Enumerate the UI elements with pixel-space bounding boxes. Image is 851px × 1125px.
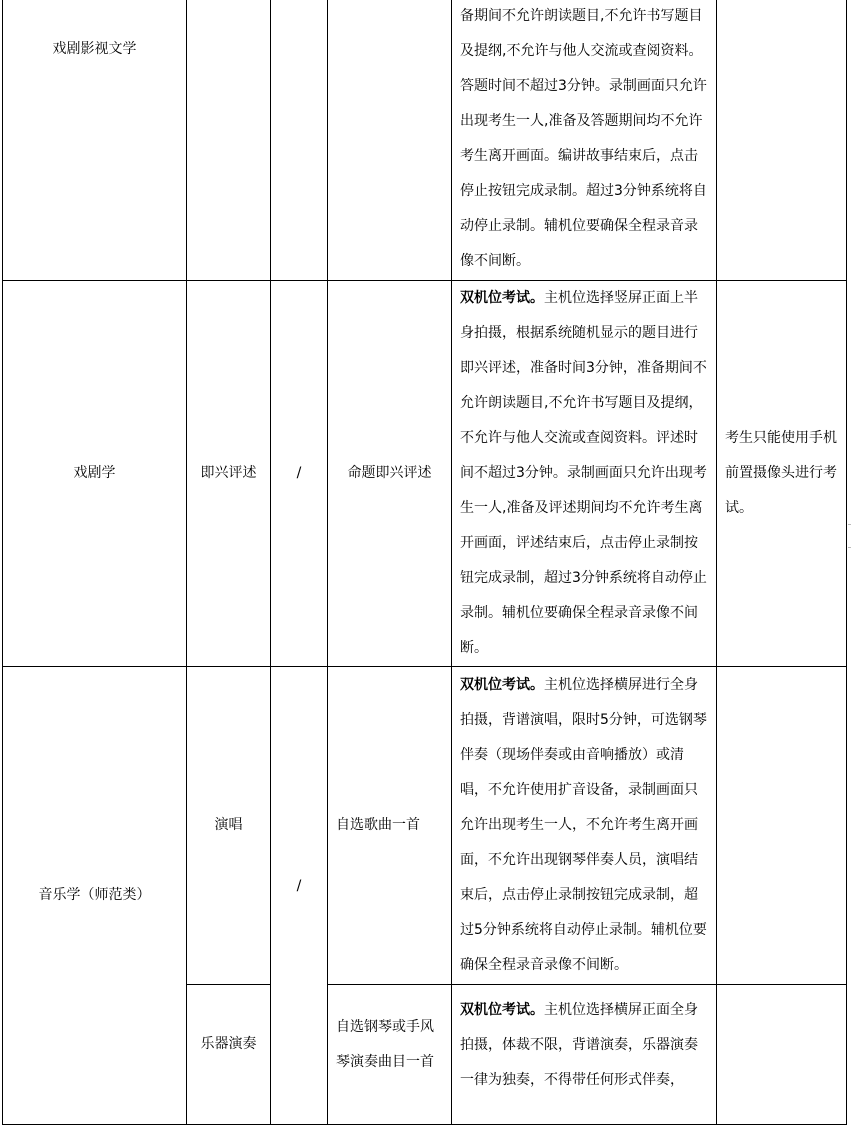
item-cell bbox=[187, 281, 271, 667]
subject-cell bbox=[3, 667, 187, 1125]
content-cell bbox=[328, 281, 452, 667]
requirement-cell bbox=[452, 281, 717, 667]
content-label: 命题即兴评述 bbox=[347, 465, 432, 481]
requirement-cell bbox=[452, 667, 717, 985]
requirement-title: 双机位考试。 bbox=[460, 290, 544, 306]
item-label: 乐器演奏 bbox=[200, 1036, 257, 1052]
note-cell bbox=[717, 667, 847, 985]
sub-item-cell bbox=[271, 0, 328, 281]
sub-item-cell bbox=[271, 667, 328, 1125]
requirement-text: 主机位选择横屏进行全身拍摄，背谱演唱，限时5分钟，可选钢琴伴奏（现场伴奏或由音响播放）或清唱，不允许使用扩音设备，录制画面只允许出现考生一人，不允许考生离开画面，不允许出现钢琴伴奏人员，演唱结束后，点击停止录制按钮完成录制，超过5分钟系统将自动停止录制。辅机位要确保全程录音录像不间断。 bbox=[460, 677, 707, 973]
content-label: 自选歌曲一首 bbox=[336, 817, 420, 833]
requirement-cell bbox=[452, 0, 717, 281]
subject-cell bbox=[3, 0, 187, 281]
requirement-title: 双机位考试。 bbox=[460, 1002, 544, 1018]
requirement-text: 主机位选择横屏正面全身拍摄，体裁不限，背谱演奏，乐器演奏一律为独奏，不得带任何形式伴奏， bbox=[460, 1002, 698, 1088]
subject-label: 戏剧影视文学 bbox=[52, 41, 137, 57]
content-label: 自选钢琴或手风琴演奏曲目一首 bbox=[336, 1019, 434, 1070]
content-cell bbox=[328, 667, 452, 985]
content-cell bbox=[328, 985, 452, 1125]
subject-label: 戏剧学 bbox=[73, 465, 116, 481]
sub-item-cell bbox=[271, 281, 328, 667]
exam-requirements-table bbox=[2, 0, 847, 1125]
note-cell bbox=[717, 281, 847, 667]
note-cell bbox=[717, 0, 847, 281]
table-row bbox=[3, 0, 847, 281]
item-label: 即兴评述 bbox=[200, 465, 257, 481]
subject-cell bbox=[3, 281, 187, 667]
note-cell bbox=[717, 985, 847, 1125]
table-row bbox=[3, 281, 847, 667]
content-cell bbox=[328, 0, 452, 281]
requirement-text: 备期间不允许朗读题目,不允许书写题目及提纲,不允许与他人交流或查阅资料。答题时间不超过3分钟。录制画面只允许出现考生一人,准备及答题期间均不允许考生离开画面。编讲故事结束后，点击停止按钮完成录制。超过3分钟系统将自动停止录制。辅机位要确保全程录音录像不间断。 bbox=[460, 8, 707, 269]
item-cell bbox=[187, 985, 271, 1125]
sub-item-label: / bbox=[296, 465, 302, 481]
item-cell bbox=[187, 667, 271, 985]
subject-label: 音乐学（师范类） bbox=[38, 887, 151, 903]
table-row bbox=[3, 667, 847, 985]
note-text: 考生只能使用手机前置摄像头进行考试。 bbox=[725, 430, 837, 516]
item-label: 演唱 bbox=[214, 817, 243, 833]
requirement-title: 双机位考试。 bbox=[460, 677, 544, 693]
requirement-text: 主机位选择竖屏正面上半身拍摄，根据系统随机显示的题目进行即兴评述，准备时间3分钟，准备期间不允许朗读题目,不允许书写题目及提纲，不允许与他人交流或查阅资料。评述时间不超过3分钟。录制画面只允许出现考生一人,准备及评述期间均不允许考生离开画面，评述结束后，点击停止录制按钮完成录制，超过3分钟系统将自动停止录制。辅机位要确保全程录音录像不间断。 bbox=[460, 290, 707, 656]
sub-item-label: / bbox=[296, 878, 302, 894]
item-cell bbox=[187, 0, 271, 281]
requirement-cell bbox=[452, 985, 717, 1125]
